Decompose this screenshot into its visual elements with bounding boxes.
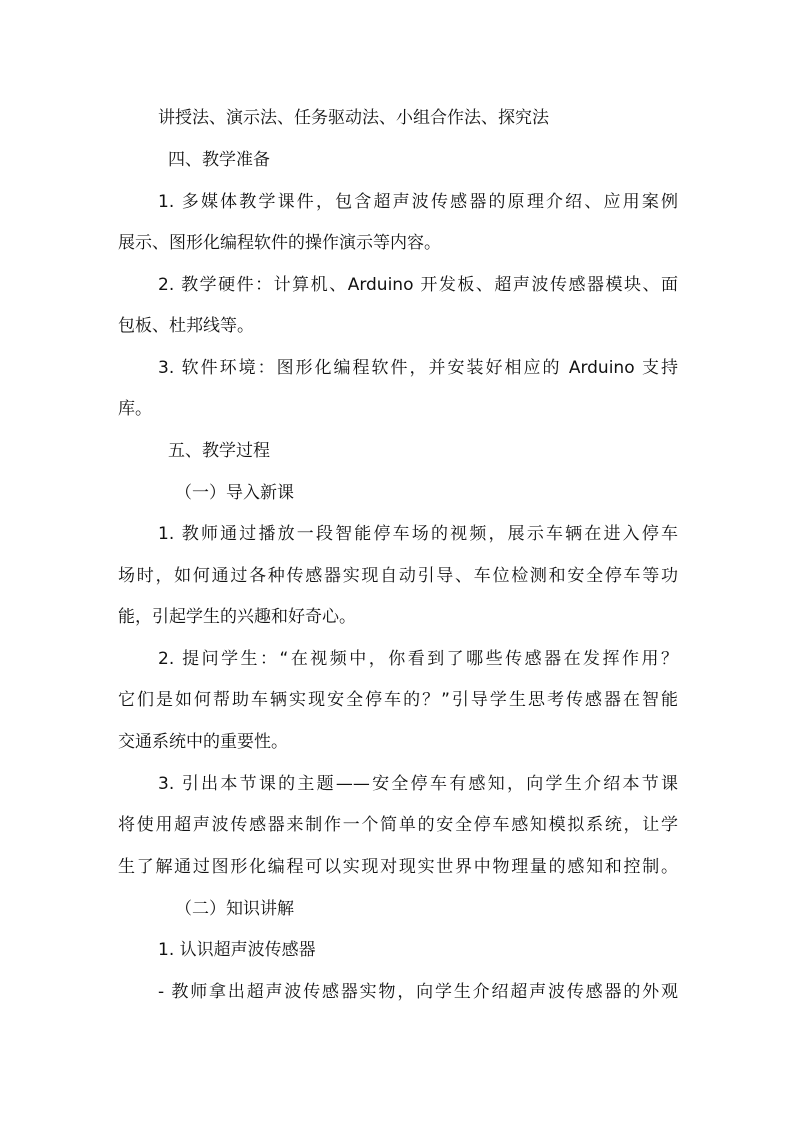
- knowledge-bullet-1-line-1: - 教师拿出超声波传感器实物，向学生介绍超声波传感器的外观: [158, 982, 678, 1002]
- intro-item-1-line-1: 1. 教师通过播放一段智能停车场的视频，展示车辆在进入停车: [158, 524, 678, 544]
- intro-item-2-line-1: 2. 提问学生：“在视频中，你看到了哪些传感器在发挥作用？: [158, 649, 678, 669]
- intro-item-1-line-3: 能，引起学生的兴趣和好奇心。: [118, 607, 356, 627]
- prep-item-3-line-2: 库。: [118, 399, 152, 419]
- intro-item-3-line-3: 生了解通过图形化编程可以实现对现实世界中物理量的感知和控制。: [118, 857, 678, 877]
- prep-item-3-line-1: 3. 软件环境：图形化编程软件，并安装好相应的 Arduino 支持: [158, 358, 678, 378]
- prep-item-2-line-1: 2. 教学硬件：计算机、Arduino 开发板、超声波传感器模块、面: [158, 275, 678, 295]
- intro-item-3-line-2: 将使用超声波传感器来制作一个简单的安全停车感知模拟系统，让学: [118, 815, 678, 835]
- intro-item-2-line-3: 交通系统中的重要性。: [118, 732, 288, 752]
- teaching-methods-line: 讲授法、演示法、任务驱动法、小组合作法、探究法: [158, 108, 549, 128]
- intro-item-1-line-2: 场时，如何通过各种传感器实现自动引导、车位检测和安全停车等功: [118, 566, 678, 586]
- intro-item-2-line-2: 它们是如何帮助车辆实现安全停车的？”引导学生思考传感器在智能: [118, 690, 678, 710]
- prep-item-1-line-1: 1. 多媒体教学课件，包含超声波传感器的原理介绍、应用案例: [158, 192, 678, 212]
- subsection-heading-knowledge: （二）知识讲解: [175, 899, 294, 919]
- prep-item-2-line-2: 包板、杜邦线等。: [118, 316, 254, 336]
- intro-item-3-line-1: 3. 引出本节课的主题——安全停车有感知，向学生介绍本节课: [158, 774, 678, 794]
- prep-item-1-line-2: 展示、图形化编程软件的操作演示等内容。: [118, 233, 441, 253]
- knowledge-item-1-title: 1. 认识超声波传感器: [158, 940, 316, 960]
- section-heading-preparation: 四、教学准备: [168, 150, 270, 170]
- section-heading-process: 五、教学过程: [168, 441, 270, 461]
- subsection-heading-intro: （一）导入新课: [175, 483, 294, 503]
